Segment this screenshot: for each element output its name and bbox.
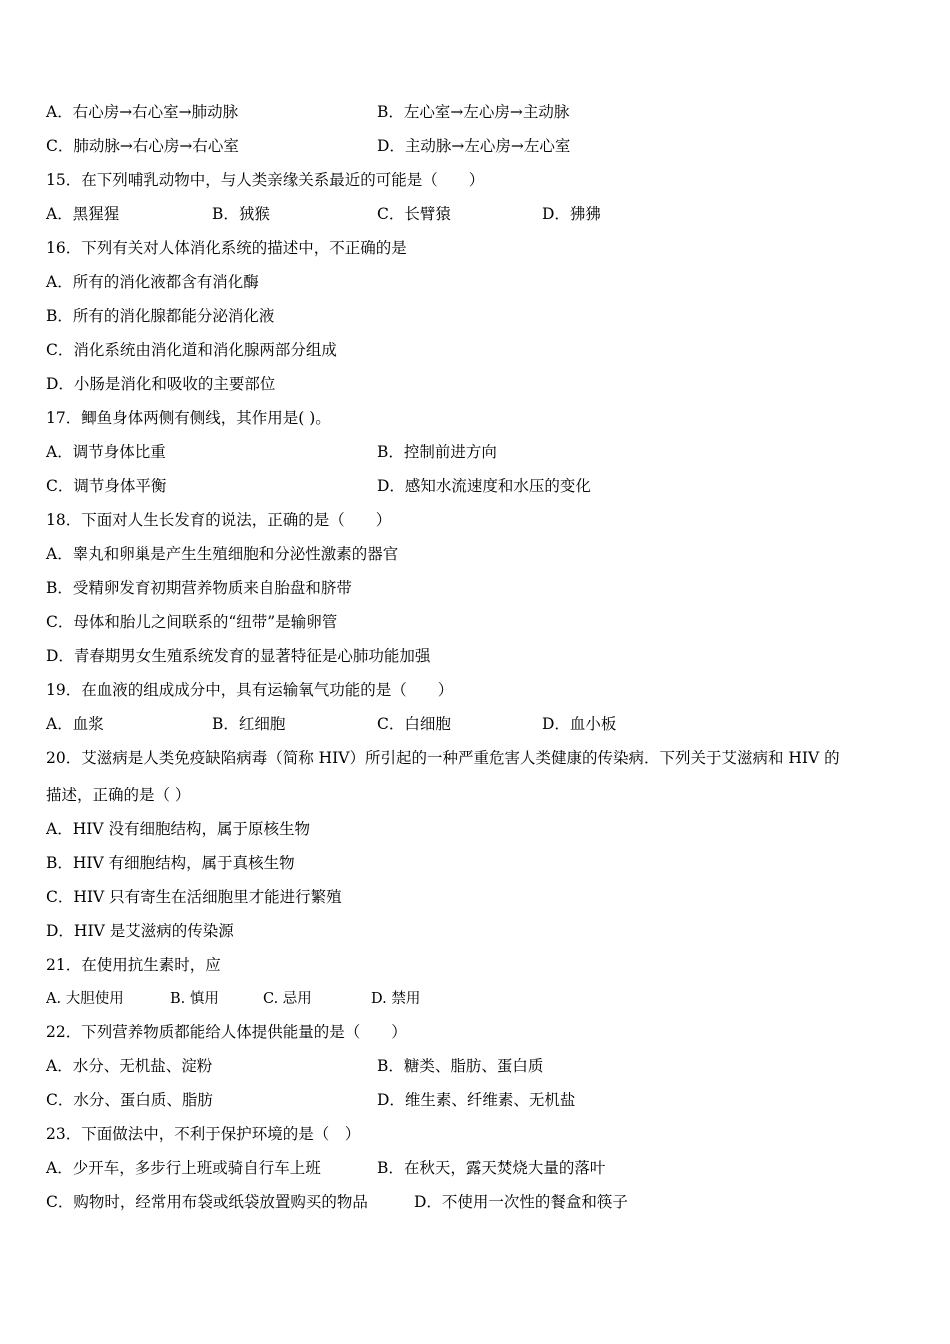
option-a: A．HIV 没有细胞结构，属于原核生物	[46, 820, 310, 838]
question-17: 17．鲫鱼身体两侧有侧线，其作用是( )。	[46, 409, 331, 427]
option-d: D．小肠是消化和吸收的主要部位	[46, 375, 276, 393]
option-b: B．糖类、脂肪、蛋白质	[377, 1057, 544, 1075]
option-b: B．控制前进方向	[377, 443, 497, 461]
option-c: C. 忌用	[263, 991, 312, 1007]
option-a: A．水分、无机盐、淀粉	[46, 1057, 213, 1075]
option-d: D．维生素、纤维素、无机盐	[377, 1091, 576, 1109]
option-a: A. 大胆使用	[46, 991, 124, 1007]
option-b: B．受精卵发育初期营养物质来自胎盘和脐带	[46, 579, 352, 597]
option-a: A．睾丸和卵巢是产生生殖细胞和分泌性激素的器官	[46, 545, 399, 563]
option-c: C．长臂猿	[377, 205, 451, 223]
question-20-continued: 描述，正确的是（ ）	[46, 786, 191, 804]
option-c: C．水分、蛋白质、脂肪	[46, 1091, 213, 1109]
question-18: 18．下面对人生长发育的说法，正确的是（ ）	[46, 511, 392, 529]
option-d: D. 禁用	[371, 991, 421, 1007]
option-c: C．HIV 只有寄生在活细胞里才能进行繁殖	[46, 888, 342, 906]
option-b: B．HIV 有细胞结构，属于真核生物	[46, 854, 295, 872]
option-a: A．血浆	[46, 715, 104, 733]
option-b: B. 慎用	[170, 991, 219, 1007]
question-19: 19．在血液的组成成分中，具有运输氧气功能的是（ ）	[46, 681, 454, 699]
option-d: D．HIV 是艾滋病的传染源	[46, 922, 234, 940]
option-b: B．狨猴	[212, 205, 270, 223]
option-a: A．所有的消化液都含有消化酶	[46, 273, 259, 291]
option-b: B．红细胞	[212, 715, 286, 733]
option-d: D．主动脉→左心房→左心室	[377, 137, 571, 155]
option-d: D．青春期男女生殖系统发育的显著特征是心肺功能加强	[46, 647, 431, 665]
option-c: C．白细胞	[377, 715, 451, 733]
option-d: D．不使用一次性的餐盒和筷子	[414, 1193, 628, 1211]
option-b: B．在秋天，露天焚烧大量的落叶	[377, 1159, 606, 1177]
option-c: C．购物时，经常用布袋或纸袋放置购买的物品	[46, 1193, 368, 1211]
option-d: D．感知水流速度和水压的变化	[377, 477, 591, 495]
option-b: B．所有的消化腺都能分泌消化液	[46, 307, 275, 325]
question-16: 16．下列有关对人体消化系统的描述中，不正确的是	[46, 239, 407, 257]
option-c: C．母体和胎儿之间联系的“纽带”是输卵管	[46, 613, 338, 631]
question-15: 15．在下列哺乳动物中，与人类亲缘关系最近的可能是（ ）	[46, 171, 485, 189]
option-a: A．少开车，多步行上班或骑自行车上班	[46, 1159, 321, 1177]
question-21: 21．在使用抗生素时，应	[46, 956, 221, 974]
option-d: D．狒狒	[542, 205, 601, 223]
question-23: 23．下面做法中，不利于保护环境的是（ ）	[46, 1125, 361, 1143]
option-b: B．左心室→左心房→主动脉	[377, 103, 570, 121]
option-a: A．调节身体比重	[46, 443, 166, 461]
option-a: A．黑猩猩	[46, 205, 120, 223]
option-c: C．消化系统由消化道和消化腺两部分组成	[46, 341, 337, 359]
option-a: A．右心房→右心室→肺动脉	[46, 103, 239, 121]
option-d: D．血小板	[542, 715, 617, 733]
question-20: 20．艾滋病是人类免疫缺陷病毒（简称 HIV）所引起的一种严重危害人类健康的传染病．下列关于艾滋病和 HIV 的	[46, 749, 840, 767]
option-c: C．调节身体平衡	[46, 477, 167, 495]
option-c: C．肺动脉→右心房→右心室	[46, 137, 239, 155]
question-22: 22．下列营养物质都能给人体提供能量的是（ ）	[46, 1023, 407, 1041]
